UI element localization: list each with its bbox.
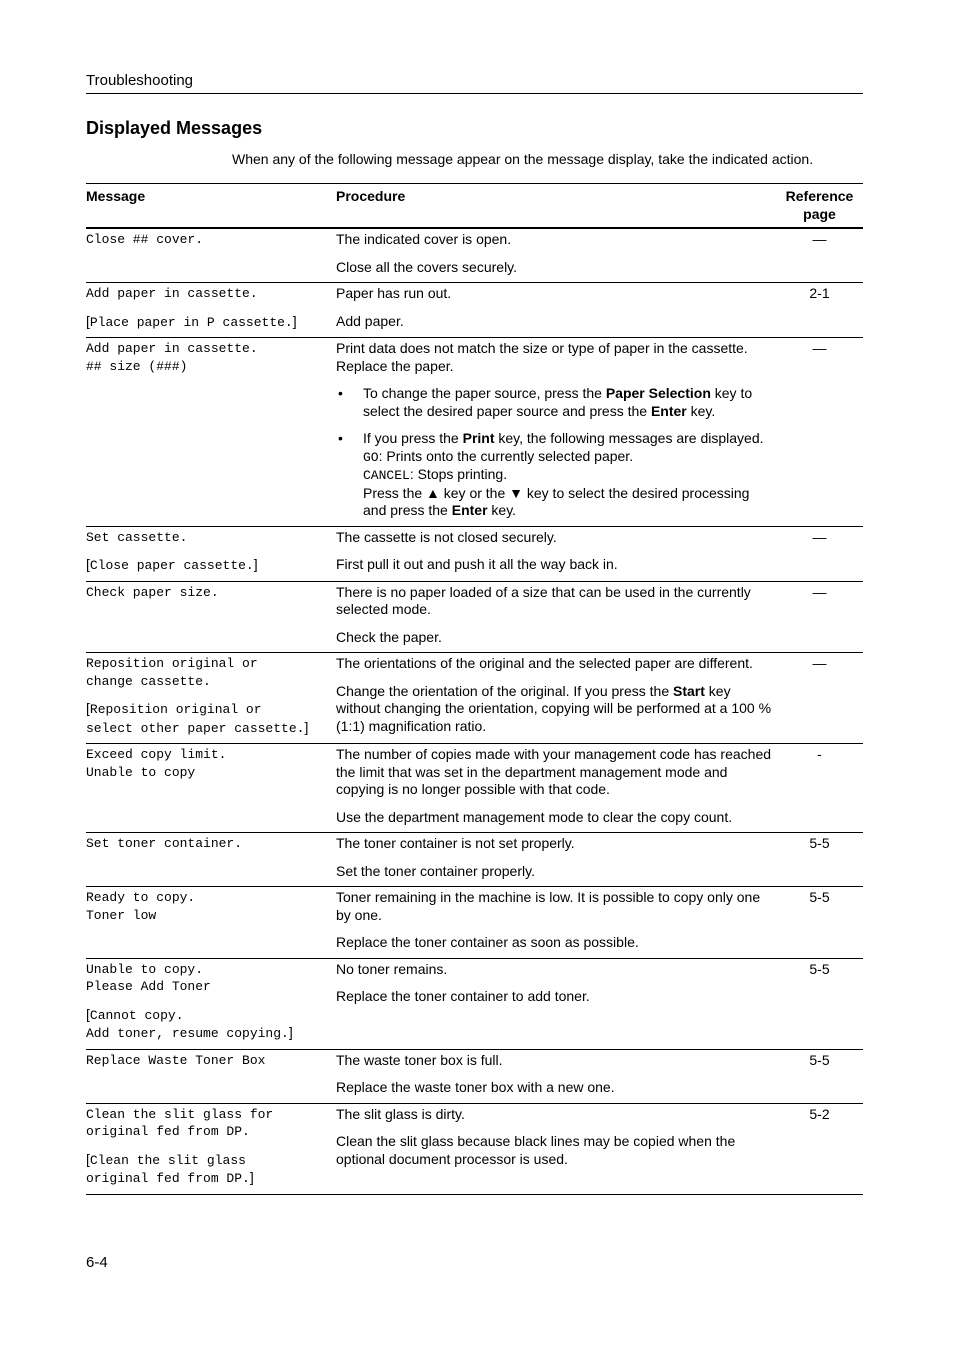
reference-cell: — (776, 338, 863, 527)
message-cell: Close ## cover. (86, 228, 336, 283)
reference-cell: 5-5 (776, 887, 863, 959)
reference-cell: 5-5 (776, 1049, 863, 1103)
intro-text: When any of the following message appear on the message display, take the indicated action. (232, 151, 814, 167)
message-cell: Add paper in cassette. ## size (###) (86, 338, 336, 527)
bullet-list (336, 385, 776, 520)
col-procedure-header: Procedure (336, 184, 776, 229)
messages-table (86, 183, 863, 1195)
table-row (86, 887, 863, 959)
page-number: 6-4 (86, 1254, 108, 1271)
reference-cell: 5-2 (776, 1103, 863, 1194)
procedure-cell: There is no paper loaded of a size that can be used in the currently selected mode. Check the paper. (336, 581, 776, 653)
message-cell: Check paper size. (86, 581, 336, 653)
table-row (86, 581, 863, 653)
reference-cell: 5-5 (776, 958, 863, 1049)
reference-cell: - (776, 744, 863, 833)
reference-cell: — (776, 653, 863, 744)
table-row (86, 833, 863, 887)
table-row (86, 526, 863, 581)
table-row (86, 744, 863, 833)
col-reference-header: Reference page (776, 184, 863, 229)
table-row (86, 653, 863, 744)
table-row (86, 338, 863, 527)
procedure-cell: The cassette is not closed securely. First pull it out and push it all the way back in. (336, 526, 776, 581)
table-row (86, 1103, 863, 1194)
col-message-header: Message (86, 184, 336, 229)
bullet-item: • To change the paper source, press the Paper Selection key to select the desired paper source and press the Enter key. (336, 385, 776, 420)
procedure-cell: The slit glass is dirty. Clean the slit glass because black lines may be copied when the optional document processor is used. (336, 1103, 776, 1194)
procedure-cell: The orientations of the original and the selected paper are different. Change the orientation of the original. If you press the Start key without changing the orientation, copying will be performed at a 100 % (1:1) magnification ratio. (336, 653, 776, 744)
message-cell: Ready to copy. Toner low (86, 887, 336, 959)
message-cell: Set toner container. (86, 833, 336, 887)
reference-cell: 2-1 (776, 283, 863, 338)
table-header-row (86, 184, 863, 229)
procedure-cell: The waste toner box is full. Replace the waste toner box with a new one. (336, 1049, 776, 1103)
procedure-cell: No toner remains. Replace the toner container to add toner. (336, 958, 776, 1049)
section-title: Displayed Messages (86, 118, 263, 138)
reference-cell: — (776, 581, 863, 653)
procedure-cell: Toner remaining in the machine is low. It is possible to copy only one by one. Replace the toner container as soon as possible. (336, 887, 776, 959)
message-cell: Unable to copy. Please Add Toner [Cannot copy. Add toner, resume copying.] (86, 958, 336, 1049)
table-row (86, 228, 863, 283)
message-cell: Clean the slit glass for original fed from DP. [Clean the slit glass original fed from DP.] (86, 1103, 336, 1194)
reference-cell: — (776, 526, 863, 581)
message-cell: Reposition original or change cassette. [Reposition original or select other paper cassette.] (86, 653, 336, 744)
table-row (86, 283, 863, 338)
reference-cell: 5-5 (776, 833, 863, 887)
message-cell: Exceed copy limit. Unable to copy (86, 744, 336, 833)
message-cell: Set cassette. [Close paper cassette.] (86, 526, 336, 581)
procedure-cell: The number of copies made with your management code has reached the limit that was set in the department management mode and copying is no longer possible with that code. Use the department management mode to clear the copy count. (336, 744, 776, 833)
table-row (86, 1049, 863, 1103)
message-cell: Add paper in cassette. [Place paper in P cassette.] (86, 283, 336, 338)
procedure-cell: The toner container is not set properly. Set the toner container properly. (336, 833, 776, 887)
bullet-item: • If you press the Print key, the following messages are displayed. GO: Prints onto the currently selected paper. CANCEL: Stops printing. Press the ▲ key or the ▼ key to select the desired processing and press the Enter key. (336, 430, 776, 520)
procedure-cell: Print data does not match the size or type of paper in the cassette. Replace the paper. • To change the paper source, press the Paper Selection key to select the desired paper source and press the Enter key. • If you press the Print key, the following messages are displayed. GO: Prints onto the currently selected paper. CANCEL: Stops printing. Press the ▲ key or the ▼ key to select the desired processing and press the Enter key. (336, 338, 776, 527)
reference-cell: — (776, 228, 863, 283)
table-row (86, 958, 863, 1049)
procedure-cell: The indicated cover is open. Close all the covers securely. (336, 228, 776, 283)
message-cell: Replace Waste Toner Box (86, 1049, 336, 1103)
running-header: Troubleshooting (86, 72, 863, 94)
procedure-cell: Paper has run out. Add paper. (336, 283, 776, 338)
